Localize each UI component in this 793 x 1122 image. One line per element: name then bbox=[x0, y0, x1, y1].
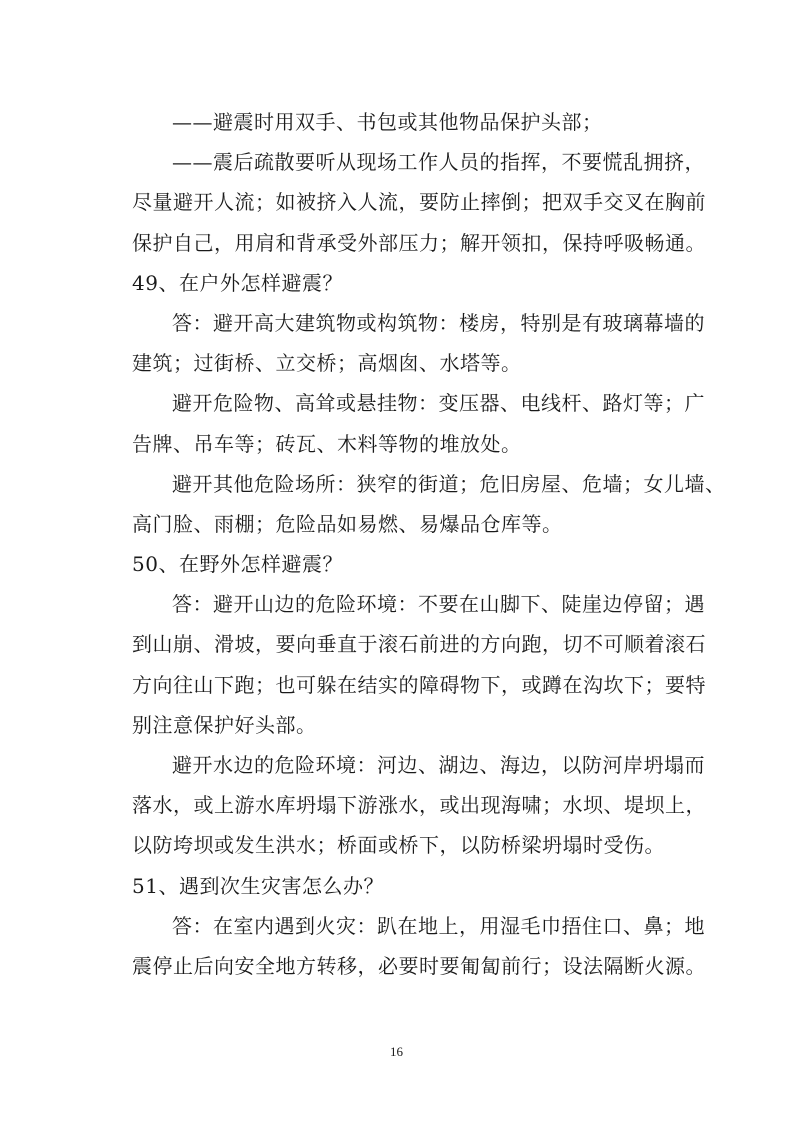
answer-line: 答：在室内遇到火灾：趴在地上，用湿毛巾捂住口、鼻；地 bbox=[172, 913, 705, 938]
bullet-line: ——震后疏散要听从现场工作人员的指挥，不要慌乱拥挤， bbox=[172, 150, 705, 175]
text-line: 告牌、吊车等；砖瓦、木料等物的堆放处。 bbox=[132, 431, 522, 456]
text-line: 避开水边的危险环境：河边、湖边、海边，以防河岸坍塌而 bbox=[172, 753, 705, 777]
text-line: 到山崩、滑坡，要向垂直于滚石前进的方向跑，切不可顺着滚石 bbox=[132, 632, 706, 657]
text-line: 保护自己，用肩和背承受外部压力；解开领扣，保持呼吸畅通。 bbox=[132, 230, 706, 255]
answer-line: 答：避开山边的危险环境：不要在山脚下、陡崖边停留；遇 bbox=[172, 592, 705, 617]
question-heading: 49、在户外怎样避震？ bbox=[132, 270, 343, 295]
body-text bbox=[132, 102, 726, 986]
question-heading: 51、遇到次生灾害怎么办？ bbox=[132, 873, 384, 898]
answer-line: 答：避开高大建筑物或构筑物：楼房，特别是有玻璃幕墙的 bbox=[172, 310, 705, 335]
text-line: 方向往山下跑；也可躲在结实的障碍物下，或蹲在沟坎下；要特 bbox=[132, 672, 706, 697]
text-line: 尽量避开人流；如被挤入人流，要防止摔倒；把双手交叉在胸前 bbox=[132, 190, 706, 215]
text-line: 别注意保护好头部。 bbox=[132, 712, 317, 737]
question-heading: 50、在野外怎样避震？ bbox=[132, 552, 343, 577]
text-line: 高门脸、雨棚；危险品如易燃、易爆品仓库等。 bbox=[132, 511, 563, 536]
text-line: 建筑；过街桥、立交桥；高烟囱、水塔等。 bbox=[132, 351, 522, 376]
text-line: 避开其他危险场所：狭窄的街道；危旧房屋、危墙；女儿墙、 bbox=[172, 471, 726, 496]
text-line: 震停止后向安全地方转移，必要时要匍匐前行；设法隔断火源。 bbox=[132, 953, 706, 978]
text-line: 避开危险物、高耸或悬挂物：变压器、电线杆、路灯等；广 bbox=[172, 391, 705, 416]
bullet-line: ——避震时用双手、书包或其他物品保护头部； bbox=[172, 110, 603, 134]
page-number: 16 bbox=[390, 1044, 403, 1059]
text-line: 落水，或上游水库坍塌下游涨水，或出现海啸；水坝、堤坝上， bbox=[132, 793, 706, 818]
text-line: 以防垮坝或发生洪水；桥面或桥下，以防桥梁坍塌时受伤。 bbox=[132, 833, 665, 858]
